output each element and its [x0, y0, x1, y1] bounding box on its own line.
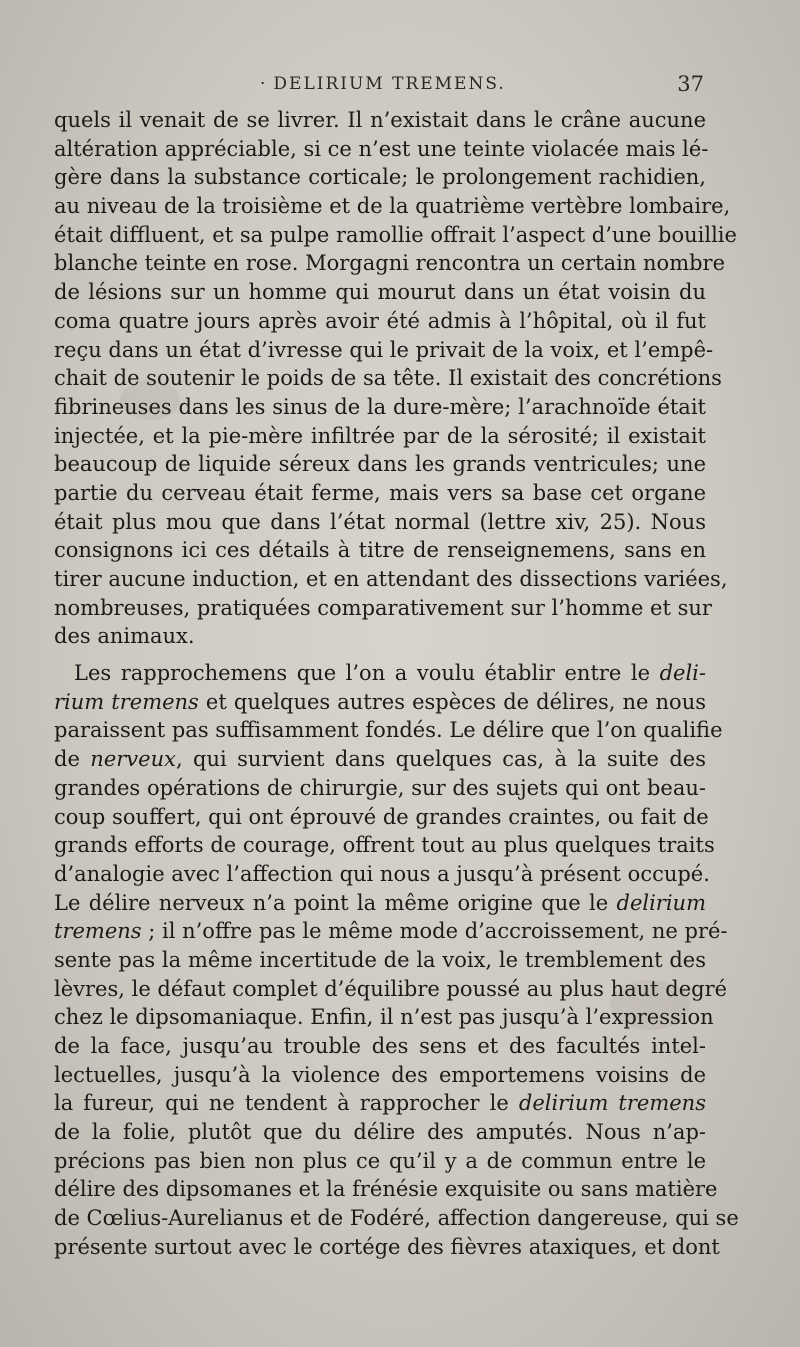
text-line: présente surtout avec le cortége des fièvres ataxiques, et dont: [54, 1234, 720, 1259]
text-line: au niveau de la troisième et de la quatrième vertèbre lombaire,: [54, 194, 731, 219]
text-line: consignons ici ces détails à titre de renseignemens, sans en: [54, 538, 706, 563]
text-line: rium tremens et quelques autres espèces de délires, ne nous: [54, 689, 706, 714]
text-line: de la face, jusqu’au trouble des sens et des facultés intel-: [54, 1034, 706, 1058]
text-line: reçu dans un état d’ivresse qui le privait de la voix, et l’empê-: [54, 337, 714, 362]
text-line: Les rapprochemens que l’on a voulu établir entre le deli-: [74, 661, 706, 686]
text-line: coup souffert, qui ont éprouvé de grandes craintes, ou fait de: [54, 804, 709, 829]
text-line: tirer aucune induction, et en attendant des dissections variées,: [54, 567, 728, 591]
paragraph-gap: [54, 651, 706, 659]
text-line: injectée, et la pie-mère infiltrée par de la sérosité; il existait: [54, 423, 706, 448]
text-line: chez le dipsomaniaque. Enfin, il n’est pas jusqu’à l’expression: [54, 1005, 714, 1030]
text-line: paraissent pas suffisamment fondés. Le délire que l’on qualifie: [54, 718, 723, 743]
text-line: des animaux.: [54, 624, 195, 649]
text-line: la fureur, qui ne tendent à rapprocher le delirium tremens: [54, 1091, 706, 1116]
text-line: coma quatre jours après avoir été admis à l’hôpital, où il fut: [54, 308, 706, 333]
text-line: grands efforts de courage, offrent tout au plus quelques traits: [54, 833, 715, 858]
text-line: de nerveux, qui survient dans quelques cas, à la suite des: [54, 747, 706, 772]
text-line: partie du cerveau était ferme, mais vers sa base cet organe: [54, 480, 706, 505]
text-line: était diffluent, et sa pulpe ramollie offrait l’aspect d’une bouillie: [54, 222, 737, 247]
text-line: était plus mou que dans l’état normal (lettre xiv, 25). Nous: [54, 509, 706, 534]
text-line: fibrineuses dans les sinus de la dure-mère; l’arachnoïde était: [54, 394, 706, 419]
text-line: d’analogie avec l’affection qui nous a jusqu’à présent occupé.: [54, 861, 710, 886]
text-line: beaucoup de liquide séreux dans les grands ventricules; une: [54, 452, 706, 477]
text-line: lectuelles, jusqu’à la violence des emportemens voisins de: [54, 1062, 706, 1087]
text-line: tremens ; il n’offre pas le même mode d’accroissement, ne pré-: [54, 919, 728, 944]
text-line: altération appréciable, si ce n’est une teinte violacée mais lé-: [54, 136, 709, 161]
text-line: de lésions sur un homme qui mourut dans un état voisin du: [54, 280, 706, 305]
text-line: chait de soutenir le poids de sa tête. Il existait des concrétions: [54, 366, 722, 391]
paragraph-1: [54, 106, 737, 651]
text-line: précions pas bien non plus ce qu’il y a de commun entre le: [54, 1148, 706, 1173]
text-line: nombreuses, pratiquées comparativement sur l’homme et sur: [54, 595, 712, 620]
text-line: gère dans la substance corticale; le prolongement rachidien,: [54, 165, 706, 190]
text-line: de Cœlius-Aurelianus et de Fodéré, affection dangereuse, qui se: [54, 1206, 739, 1231]
page-header: [0, 72, 800, 102]
text-line: lèvres, le défaut complet d’équilibre poussé au plus haut degré: [54, 976, 728, 1001]
body-text: [54, 106, 739, 1262]
text-line: blanche teinte en rose. Morgagni rencontra un certain nombre: [54, 251, 726, 276]
text-line: Le délire nerveux n’a point la même origine que le delirium: [54, 890, 706, 915]
text-line: sente pas la même incertitude de la voix, le tremblement des: [54, 947, 706, 972]
paragraph-2: [54, 659, 739, 1261]
text-line: délire des dipsomanes et la frénésie exquisite ou sans matière: [54, 1177, 718, 1202]
text-line: quels il venait de se livrer. Il n’existait dans le crâne aucune: [54, 108, 706, 132]
text-line: grandes opérations de chirurgie, sur des sujets qui ont beau-: [54, 775, 706, 800]
text-line: de la folie, plutôt que du délire des amputés. Nous n’ap-: [54, 1120, 706, 1145]
running-title: · DELIRIUM TREMENS.: [260, 74, 506, 94]
page-number: 37: [677, 72, 704, 96]
